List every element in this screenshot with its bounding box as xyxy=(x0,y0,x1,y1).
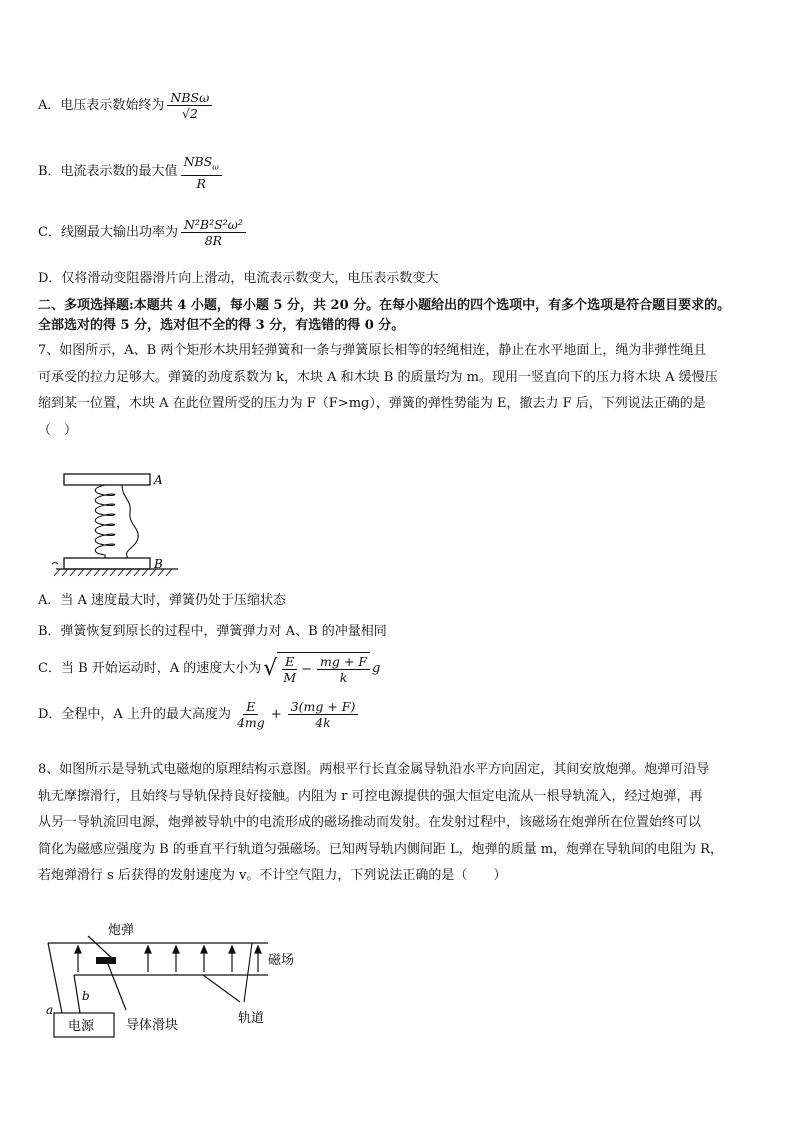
q6-option-c xyxy=(38,217,246,248)
fraction-2 xyxy=(288,699,359,730)
formula-fraction xyxy=(167,90,212,121)
q8-line: 从另一导轨流回电源，炮弹被导轨中的电流形成的磁场推动而发射。在发射过程中，该磁场在炮弹所在位置始终可以 xyxy=(38,815,702,830)
q7-line: 可承受的拉力足够大。弹簧的劲度系数为 k，木块 A 和木块 B 的质量均为 m。现用一竖直向下的压力将木块 A 缓慢压 xyxy=(38,369,718,385)
label-rail: 轨道 xyxy=(238,1011,265,1026)
option-text: A．电压表示数始终为 xyxy=(38,97,165,113)
label-a: a xyxy=(46,1003,54,1017)
q7-line: （ ） xyxy=(38,422,78,438)
denominator: 4k xyxy=(315,715,331,730)
denominator: √2 xyxy=(181,106,198,121)
formula-tail: g xyxy=(372,660,381,676)
q7-option-b: B．弹簧恢复到原长的过程中，弹簧弹力对 A、B 的冲量相同 xyxy=(38,624,387,639)
q8-line: 若炮弹滑行 s 后获得的发射速度为 v。不计空气阻力，下列说法正确的是（ ） xyxy=(38,868,507,883)
q6-option-b xyxy=(38,154,222,191)
denominator: 8R xyxy=(204,233,223,248)
denominator: 4mg xyxy=(236,715,265,730)
fraction-2 xyxy=(317,654,370,685)
shell-pointer xyxy=(88,936,114,960)
sqrt-sign: √ xyxy=(263,655,278,681)
q7-option-d xyxy=(38,699,358,730)
plus-sign: + xyxy=(270,706,282,722)
label-shell: 炮弹 xyxy=(108,923,135,938)
wire-b xyxy=(74,975,80,1013)
formula-fraction xyxy=(181,154,222,191)
q7-line: 缩到某一位置，木块 A 在此位置所受的压力为 F（F>mg），弹簧的弹性势能为 E，撤去力 F 后，下列说法正确的是 xyxy=(38,396,706,411)
denominator: M xyxy=(283,670,297,685)
formula-fraction xyxy=(181,217,246,248)
numerator: E xyxy=(243,699,258,715)
label-field: 磁场 xyxy=(268,953,295,968)
label-slider: 导体滑块 xyxy=(126,1018,179,1033)
block-b xyxy=(64,558,150,569)
fraction-1 xyxy=(234,699,268,730)
q7-spring-figure xyxy=(50,468,190,580)
denominator: k xyxy=(339,670,348,685)
minus-sign: − xyxy=(301,661,313,677)
radicand xyxy=(277,652,370,685)
numerator xyxy=(181,154,222,176)
q6-option-d: D．仅将滑动变阻器滑片向上滑动，电流表示数变大，电压表示数变大 xyxy=(38,271,439,286)
fraction-1 xyxy=(280,654,299,685)
label-b: b xyxy=(82,989,90,1003)
numerator: mg + F xyxy=(317,654,370,670)
q8-line: 轨无摩擦滑行，且始终与导轨保持良好接触。内阻为 r 可控电源提供的强大恒定电流从一根导轨流入，经过炮弹，再 xyxy=(38,788,703,804)
q8-railgun-figure xyxy=(40,918,310,1046)
option-text: C．当 B 开始运动时，A 的速度大小为 xyxy=(38,660,262,676)
section2-heading-line1: 二、多项选择题:本题共 4 小题，每小题 5 分，共 20 分。在每小题给出的四个选项中，有多个选项是符合题目要求的。 xyxy=(38,298,731,313)
option-text: B．电流表示数的最大值 xyxy=(38,164,178,180)
sqrt-formula xyxy=(263,652,380,685)
rope xyxy=(122,485,138,558)
rail-pointer-1 xyxy=(203,975,240,1002)
numerator-subscript: ω xyxy=(212,162,219,172)
q7-line: 7、如图所示，A、B 两个矩形木块用轻弹簧和一条与弹簧原长相等的轻绳相连，静止在水平地面上，绳为非弹性绳且 xyxy=(38,343,707,358)
denominator: R xyxy=(196,175,206,191)
block-a xyxy=(64,474,150,485)
numerator: E xyxy=(282,654,297,670)
q7-stem xyxy=(38,338,758,444)
rail-pointer-2 xyxy=(244,943,252,1002)
q6-option-a xyxy=(38,90,212,121)
q7-option-a: A．当 A 速度最大时，弹簧仍处于压缩状态 xyxy=(38,593,287,608)
option-text: C．线圈最大输出功率为 xyxy=(38,224,178,240)
section2-heading-line2: 全部选对的得 5 分，选对但不全的得 3 分，有选错的得 0 分。 xyxy=(38,318,405,333)
slider-pointer xyxy=(108,964,126,1010)
label-b: B xyxy=(154,557,163,571)
q8-line: 简化为磁感应强度为 B 的垂直平行轨道匀强磁场。已知两导轨内侧间距 L，炮弹的质量 m，炮弹在导轨间的电阻为 R， xyxy=(38,841,723,857)
label-power: 电源 xyxy=(68,1019,95,1034)
option-text: D．全程中，A 上升的最大高度为 xyxy=(38,706,231,722)
numerator: N²B²S²ω² xyxy=(181,217,246,233)
q7-option-c xyxy=(38,652,380,685)
q8-line: 8、如图所示是导轨式电磁炮的原理结构示意图。两根平行长直金属导轨沿水平方向固定，其间安放炮弹。炮弹可沿导 xyxy=(38,762,710,777)
numerator: 3(mg + F) xyxy=(288,699,359,715)
numerator-main: NBS xyxy=(183,154,213,169)
label-a: A xyxy=(154,473,163,487)
ground-mark xyxy=(52,563,58,565)
numerator: NBSω xyxy=(167,90,212,106)
spring xyxy=(95,485,115,558)
shell-slider xyxy=(96,957,116,964)
q8-stem xyxy=(38,757,758,890)
